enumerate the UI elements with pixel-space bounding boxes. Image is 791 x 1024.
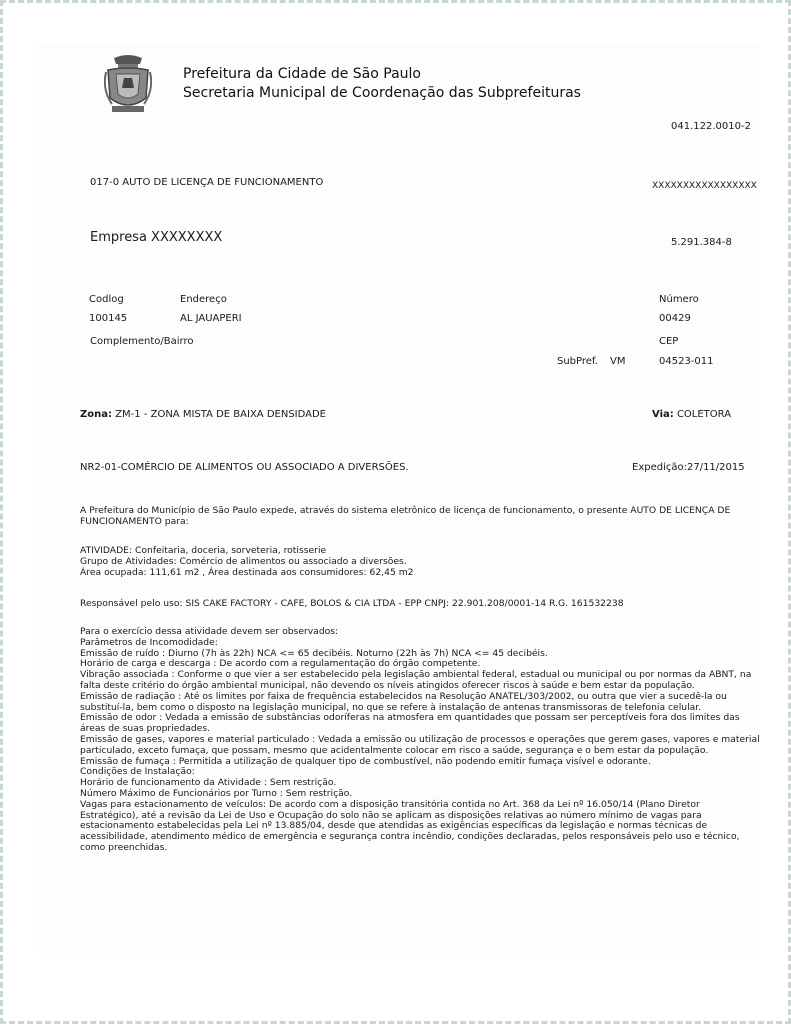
- area-line: Área ocupada: 111,61 m2 , Área destinada aos consumidores: 62,45 m2: [80, 566, 414, 578]
- auto-number: XXXXXXXXXXXXXXXXX: [652, 181, 757, 191]
- auto-title: 017-0 AUTO DE LICENÇA DE FUNCIONAMENTO: [90, 177, 324, 188]
- parameters-block: [80, 627, 760, 854]
- classification-code: NR2-01-COMÉRCIO DE ALIMENTOS OU ASSOCIADO A DIVERSÕES.: [80, 462, 409, 473]
- document-code: 041.122.0010-2: [671, 121, 751, 132]
- via-line: [652, 409, 731, 420]
- grupo-atividades-line: Grupo de Atividades: Comércio de alimentos ou associado a diversões.: [80, 555, 407, 567]
- cep-value: 04523-011: [659, 356, 714, 367]
- zona-label: Zona:: [80, 409, 112, 420]
- paragraph: Vagas para estacionamento de veículos: De acordo com a disposição transitória contida no Art. 368 da Lei nº 16.050/14 (Plano Diretor Estratégico), até a revisão da Lei de Uso e Ocupação do solo não se aplicam as disposições relativas ao número mínimo de vagas para estacionamento estabelecidas pela Lei nº 13.885/04, desde que atendidas as exigências específicas da legislação e normas técnicas de acessibilidade, atendimento médico de emergência e segurança contra incêndio, condições declaradas, pelos responsáveis pelo uso e técnico, como preenchidas.: [80, 798, 740, 853]
- subpref-value: VM: [610, 356, 626, 367]
- atividade-line: ATIVIDADE: Confeitaria, doceria, sorveteria, rotisserie: [80, 545, 327, 556]
- responsavel-line: Responsável pelo uso: SIS CAKE FACTORY - CAFE, BOLOS & CIA LTDA - EPP CNPJ: 22.901.208/0001-14 R.G. 161532238: [80, 598, 624, 609]
- paragraph: Emissão de gases, vapores e material particulado : Vedada a emissão ou utilização de processos e operações que gerem gases, vapores e material particulado, exceto fumaça, que possam, mesmo que acidentalmente colocar em risco a saúde, segurança e o bem estar da população.: [80, 733, 760, 756]
- paragraph: Número Máximo de Funcionários por Turno : Sem restrição.: [80, 787, 353, 799]
- paragraph: Horário de carga e descarga : De acordo com a regulamentação do órgão competente.: [80, 658, 481, 670]
- endereco-label: Endereço: [180, 294, 227, 305]
- zona-line: [80, 409, 326, 420]
- header-line2: Secretaria Municipal de Coordenação das Subprefeituras: [183, 85, 581, 101]
- empresa-ccm: 5.291.384-8: [671, 237, 732, 248]
- paragraph: Vibração associada : Conforme o que vier a ser estabelecido pela legislação ambiental federal, estadual ou municipal ou por normas da ABNT, na falta deste critério do órgão ambiental municipal, não devendo os níveis atingidos oferecer riscos à saúde e bem estar da população.: [80, 669, 752, 691]
- expedicao-date: Expedição:27/11/2015: [632, 462, 745, 473]
- zona-value: ZM-1 - ZONA MISTA DE BAIXA DENSIDADE: [115, 409, 326, 420]
- intro-text: A Prefeitura do Município de São Paulo expede, através do sistema eletrônico de licença de funcionamento, o presente AUTO DE LICENÇA DE FUNCIONAMENTO para:: [80, 505, 731, 527]
- cep-label: CEP: [659, 336, 679, 347]
- paragraph: Condições de Instalação:: [80, 766, 195, 778]
- paragraph: Para o exercício dessa atividade devem ser observados:: [80, 626, 339, 637]
- header-line1: Prefeitura da Cidade de São Paulo: [183, 66, 421, 82]
- paragraph: Emissão de ruído : Diurno (7h às 22h) NCA <= 65 decibéis. Noturno (22h às 7h) NCA <= 45 decibéis.: [80, 647, 548, 659]
- coat-of-arms-icon: [104, 54, 152, 116]
- responsavel-block: [80, 599, 760, 610]
- numero-value: 00429: [659, 313, 691, 324]
- intro-paragraph: [80, 506, 760, 528]
- paragraph: Emissão de radiação : Até os limites por faixa de frequência estabelecidos na Resolução ANATEL/303/2002, ou outra que vier a sucedê-la ou substituí-la, bem como o disposto na legislação municipal, no que se refere à instalação de antenas transmissoras de telefonia celular.: [80, 690, 727, 713]
- codlog-label: Codlog: [89, 294, 124, 305]
- subpref-label: SubPref.: [557, 356, 598, 367]
- codlog-value: 100145: [89, 313, 128, 324]
- atividade-block: [80, 546, 760, 578]
- paragraph: Emissão de fumaça : Permitida a utilização de qualquer tipo de combustível, não podendo emitir fumaça visível e odorante.: [80, 755, 651, 767]
- via-label: Via:: [652, 409, 674, 420]
- numero-label: Número: [659, 294, 699, 305]
- paragraph: Emissão de odor : Vedada a emissão de substâncias odoríferas na atmosfera em quantidades que possam ser perceptíveis fora dos limites das áreas de suas propriedades.: [80, 712, 740, 735]
- via-value: COLETORA: [676, 409, 732, 420]
- endereco-value: AL JAUAPERI: [180, 313, 242, 324]
- empresa-name: Empresa XXXXXXXX: [90, 230, 223, 245]
- paragraph: Parâmetros de Incomodidade:: [80, 636, 218, 648]
- paragraph: Horário de funcionamento da Atividade : Sem restrição.: [80, 777, 337, 789]
- complemento-label: Complemento/Bairro: [90, 336, 194, 347]
